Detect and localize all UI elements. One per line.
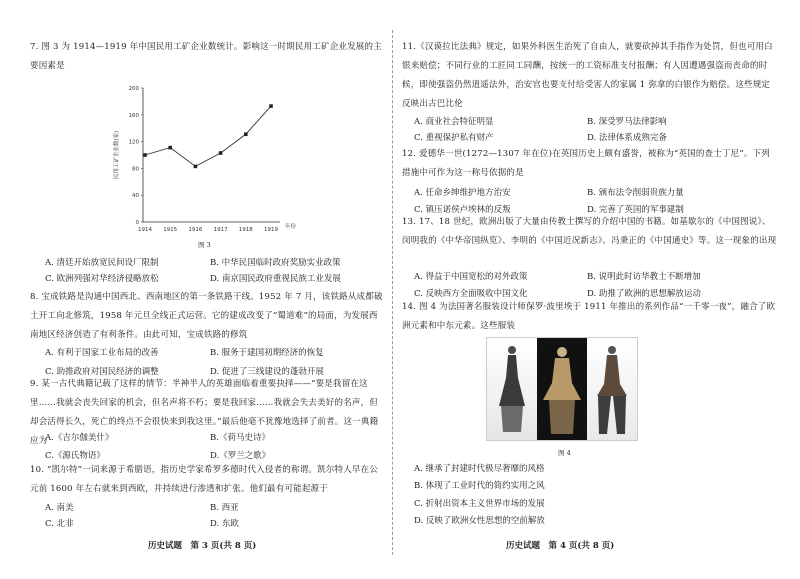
q9-option-c[interactable]: C.《源氏物语》 xyxy=(45,451,105,461)
figure-4-caption: 图 4 xyxy=(558,449,571,457)
q9-option-b[interactable]: B.《荷马史诗》 xyxy=(210,433,270,443)
page-fold-divider xyxy=(392,30,393,555)
q13-option-a[interactable]: A. 得益于中国宽松的对外政策 xyxy=(414,272,528,282)
q10-option-d[interactable]: D. 东欧 xyxy=(210,519,239,529)
costume-silhouette-icon xyxy=(537,338,587,440)
q11-option-b[interactable]: B. 深受罗马法律影响 xyxy=(587,117,667,127)
x-tick-label: 1918 xyxy=(238,227,253,233)
q10-option-a[interactable]: A. 南美 xyxy=(45,503,74,513)
q14-stem: 14. 图 4 为法国著名服装设计师保罗·波里埃于 1911 年推出的系列作品“一千零一夜”，融合了欧洲元素和中东元素。这些服装 xyxy=(402,302,776,331)
y-tick-label: 200 xyxy=(128,86,139,92)
y-tick-label: 0 xyxy=(135,220,139,226)
q10-option-b[interactable]: B. 西亚 xyxy=(210,503,239,513)
q11-option-d[interactable]: D. 法律体系成熟完备 xyxy=(587,133,667,143)
photo-mannequin-1 xyxy=(487,338,537,440)
x-tick-label: 1914 xyxy=(138,227,152,233)
q9-option-a[interactable]: A.《吉尔伽美什》 xyxy=(45,433,114,443)
q7-option-d[interactable]: D. 南京国民政府重视民族工业发展 xyxy=(210,274,341,284)
q8-option-d[interactable]: D. 促进了三线建设的蓬勃开展 xyxy=(210,367,324,377)
harem-pants-silhouette-icon xyxy=(587,338,637,440)
q7-stem: 7. 图 3 为 1914—1919 年中国民用工矿企业数统计。影响这一时期民用工矿企业发展的主要因素是 xyxy=(30,42,382,71)
q13-option-d[interactable]: D. 助推了欧洲的思想解放运动 xyxy=(587,289,701,299)
figure-4-photos xyxy=(486,337,638,441)
y-tick-label: 160 xyxy=(128,112,139,119)
page-3-footer: 历史试题 第 3 页(共 8 页) xyxy=(148,541,257,551)
q8-option-a[interactable]: A. 有利于国家工业布局的改善 xyxy=(45,348,159,358)
dress-silhouette-icon xyxy=(487,338,537,440)
q9-option-d[interactable]: D.《罗兰之歌》 xyxy=(210,451,271,461)
q10-option-c[interactable]: C. 北非 xyxy=(45,519,74,529)
q14-option-a[interactable]: A. 继承了封建时代极尽奢靡的风格 xyxy=(414,464,545,474)
figure-3-caption: 图 3 xyxy=(198,241,211,249)
data-point xyxy=(168,146,172,150)
q13-stem: 13. 17、18 世纪，欧洲出版了大量由传教士撰写的介绍中国的书籍。如基歇尔的《中国图说》、闵明我的《中华帝国纵览》、李明的《中国近况新志》、冯秉正的《中国通史》等。这一现象的出现 xyxy=(402,217,777,246)
data-point xyxy=(143,153,147,157)
x-tick-label: 1917 xyxy=(213,227,228,233)
x-tick-label: 1915 xyxy=(163,227,178,233)
q12-option-a[interactable]: A. 任命乡绅维护地方治安 xyxy=(414,188,511,198)
q12-option-c[interactable]: C. 镇压诺侯卢埃林的反叛 xyxy=(414,205,511,215)
data-point xyxy=(219,151,223,155)
q14-option-d[interactable]: D. 反映了欧洲女性思想的空前解放 xyxy=(414,516,545,526)
y-tick-label: 80 xyxy=(132,166,139,173)
figure-3-chart xyxy=(110,80,310,245)
q12-stem: 12. 爱德华一世(1272—1307 年在位)在英国历史上颇有盛誉，被称为“英国的查士丁尼”。下列措施中可作为这一称号依据的是 xyxy=(402,149,771,178)
data-point xyxy=(244,132,248,136)
q8-stem: 8. 宝成铁路是沟通中国西北、西南地区的第一条铁路干线。1952 年 7 月，该铁路从成都破土开工向北修筑，1958 年元旦全线正式运营。它的建成改变了“蜀道难”的局面，为发展西南地区经济创造了有利条件。由此可知，宝成铁路的修筑 xyxy=(30,292,383,340)
q10-stem: 10. “凯尔特”一词来源于希腊语，指历史学家希罗多德时代入侵者的称谓。凯尔特人早在公元前 1600 年左右就来到西欧，并持续进行渗透和扩张。他们最有可能起源于 xyxy=(30,465,379,494)
data-point xyxy=(269,104,273,108)
photo-model-dark xyxy=(537,338,587,440)
q13-option-c[interactable]: C. 反映西方全面吸收中国文化 xyxy=(414,289,528,299)
series-line xyxy=(145,106,271,166)
q14-option-b[interactable]: B. 体现了工业时代的简约实用之风 xyxy=(414,481,545,491)
q8-option-c[interactable]: C. 助推政府对国民经济的调整 xyxy=(45,367,159,377)
q9-stem: 9. 某一古代典籍记载了这样的情节：半神半人的英雄面临着重要抉择——“要是我留在这里……我就会丧失回家的机会，但名声将不朽；要是我回家……我就会失去美好的名声，但却会活得长久，死亡的终点不会很快来到我这里。”最后他毫不犹豫地选择了前者。这一典籍应为 xyxy=(30,379,379,446)
q14-option-c[interactable]: C. 折射出资本主义世界市场的发展 xyxy=(414,499,545,509)
x-tick-label: 1916 xyxy=(188,227,203,233)
page-4-footer: 历史试题 第 4 页(共 8 页) xyxy=(506,541,615,551)
q7-option-b[interactable]: B. 中华民国临时政府奖励实业政策 xyxy=(210,258,341,268)
q8-option-b[interactable]: B. 服务于建国初期经济的恢复 xyxy=(210,348,324,358)
data-point xyxy=(194,165,198,169)
q13-option-b[interactable]: B. 说明此时访华教士不断增加 xyxy=(587,272,701,282)
photo-mannequin-2 xyxy=(587,338,637,440)
q12-option-b[interactable]: B. 颁布法令削弱贵族力量 xyxy=(587,188,684,198)
q7-option-c[interactable]: C. 欧洲列强对华经济侵略放松 xyxy=(45,274,159,284)
q11-option-a[interactable]: A. 商业社会特征明显 xyxy=(414,117,494,127)
q11-stem: 11.《汉谟拉比法典》规定，如果外科医生治死了自由人，就要砍掉其手指作为处罚，但也可用白银来赔偿；不同行业的工匠同工同酬，按统一的工资标准支付报酬；有人因遭遇强盗而丧命的时候，即使强盗仍然逍遥法外，治安官也要支付给受害人的家属 1 弥拿的白银作为赔偿。这些规定反映出古巴比伦 xyxy=(402,42,773,109)
x-axis-label: 年份 xyxy=(285,224,297,230)
x-tick-label: 1919 xyxy=(264,227,278,233)
y-axis-label: 民用工矿企业数(家) xyxy=(114,130,120,180)
q7-option-a[interactable]: A. 清廷开始放宽民间设厂限制 xyxy=(45,258,159,268)
y-tick-label: 40 xyxy=(132,193,139,200)
y-tick-label: 120 xyxy=(128,139,139,146)
q12-option-d[interactable]: D. 完善了英国的军事建制 xyxy=(587,205,684,215)
q11-option-c[interactable]: C. 重视保护私有财产 xyxy=(414,133,494,143)
